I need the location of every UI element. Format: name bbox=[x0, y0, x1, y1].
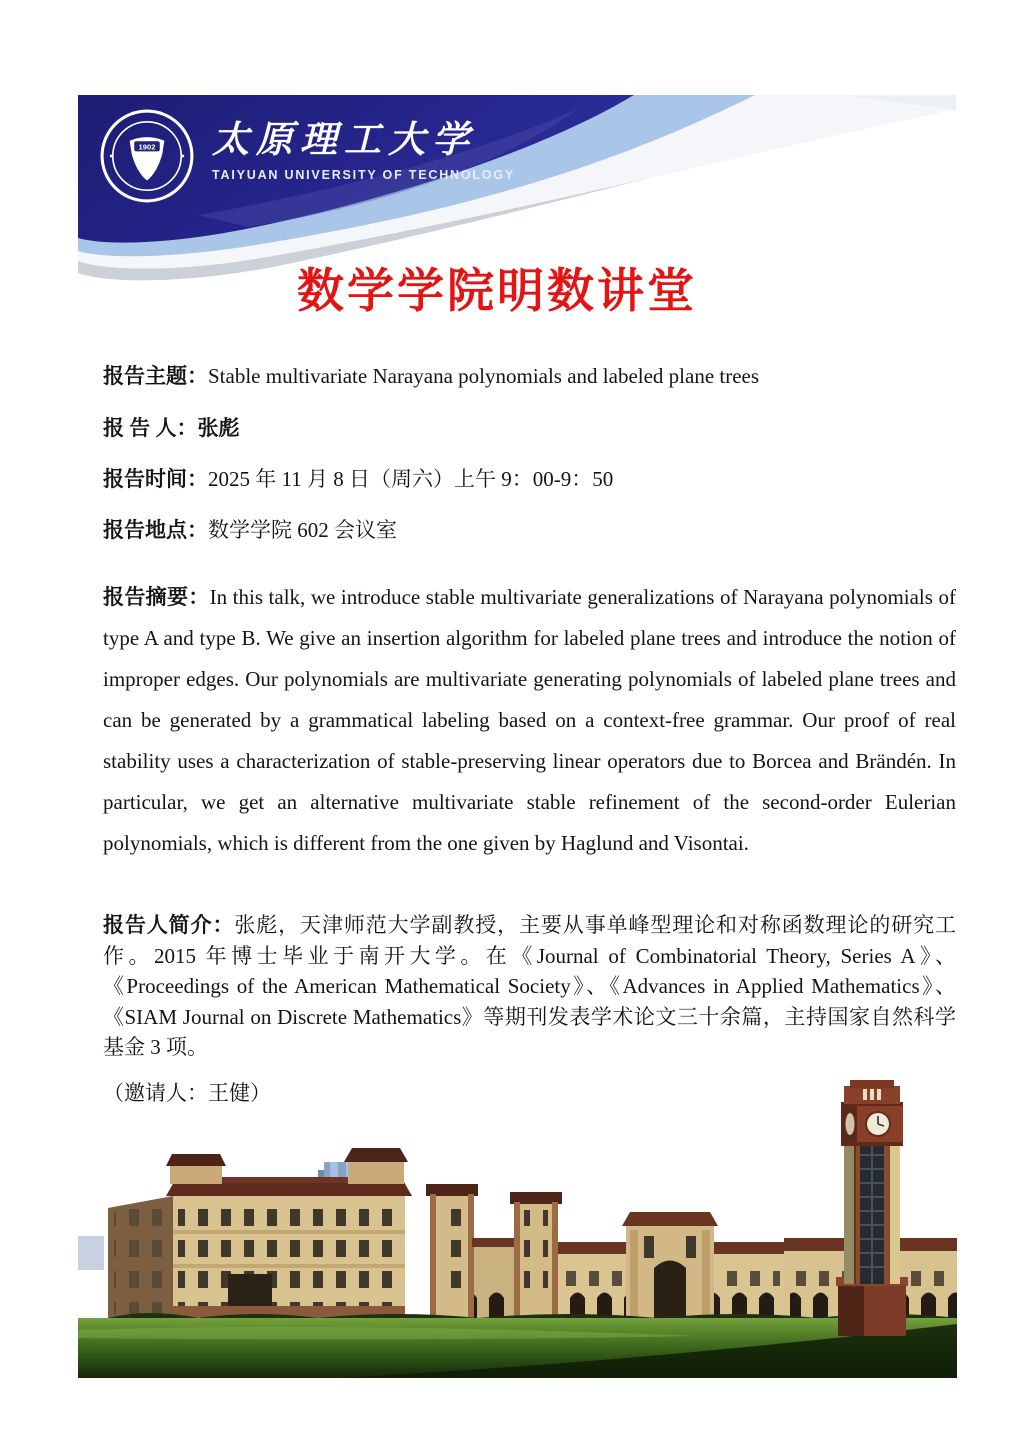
speaker-label: 报 告 人： bbox=[103, 416, 198, 440]
seal-year-text: 1902 bbox=[138, 142, 156, 152]
campus-photo bbox=[78, 1078, 957, 1378]
bio-text: 张彪，天津师范大学副教授，主要从事单峰型理论和对称函数理论的研究工作。2015 年博士毕业于南开大学。在《Journal of Combinatorial Theory, Series A》、《Proceedings of the American Mathematical Society》、《Advances in Applied Mathematics》、《SIAM Journal on Discrete Mathematics》等期刊发表学术论文三十余篇，主持国家自然科学基金 3 项。 bbox=[103, 913, 957, 1059]
lecture-series-title: 数学学院明数讲堂 bbox=[297, 266, 697, 318]
university-logo-group bbox=[98, 107, 515, 205]
bio-label: 报告人简介： bbox=[103, 913, 235, 937]
venue-value: 数学学院 602 会议室 bbox=[208, 518, 397, 542]
venue-label: 报告地点： bbox=[103, 518, 208, 542]
invitation-line: （邀请人：王健） bbox=[103, 1081, 271, 1105]
lawn bbox=[78, 1318, 957, 1378]
topic-label: 报告主题： bbox=[103, 364, 208, 388]
info-line-speaker bbox=[103, 412, 963, 442]
topic-value: Stable multivariate Narayana polynomials and labeled plane trees bbox=[208, 364, 760, 388]
abstract-text: In this talk, we introduce stable multivariate generalizations of Narayana polynomials of type A and type B. We give an insertion algorithm for labeled plane trees and introduce the notion of improper edges. Our polynomials are multivariate generating polynomials of labeled plane trees and can be generated by a grammatical labeling based on a context-free grammar. Our proof of real stability uses a characterization of stable-preserving linear operators due to Borcea and Brändén. In particular, we get an alternative multivariate stable refinement of the second-order Eulerian polynomials, which is different from the one given by Haglund and Visontai. bbox=[103, 585, 957, 855]
speaker-value: 张彪 bbox=[197, 416, 240, 440]
info-line-venue bbox=[103, 514, 963, 544]
bio-paragraph bbox=[103, 910, 956, 1063]
time-label: 报告时间： bbox=[103, 467, 208, 491]
left-main-building bbox=[108, 1148, 412, 1318]
university-seal-icon bbox=[98, 107, 196, 205]
mid-towers bbox=[426, 1184, 562, 1318]
time-value: 2025 年 11 月 8 日（周六）上午 9：00-9：50 bbox=[208, 467, 614, 491]
abstract-paragraph bbox=[103, 577, 956, 864]
university-name-en: TAIYUAN UNIVERSITY OF TECHNOLOGY bbox=[212, 168, 515, 182]
clock-tower bbox=[836, 1080, 908, 1336]
university-name-zh: 太原理工大学 bbox=[212, 120, 476, 161]
university-name-block bbox=[212, 121, 515, 182]
central-wing bbox=[558, 1212, 784, 1318]
info-line-topic bbox=[103, 360, 963, 390]
info-line-time bbox=[103, 463, 963, 493]
abstract-label: 报告摘要： bbox=[103, 585, 210, 609]
